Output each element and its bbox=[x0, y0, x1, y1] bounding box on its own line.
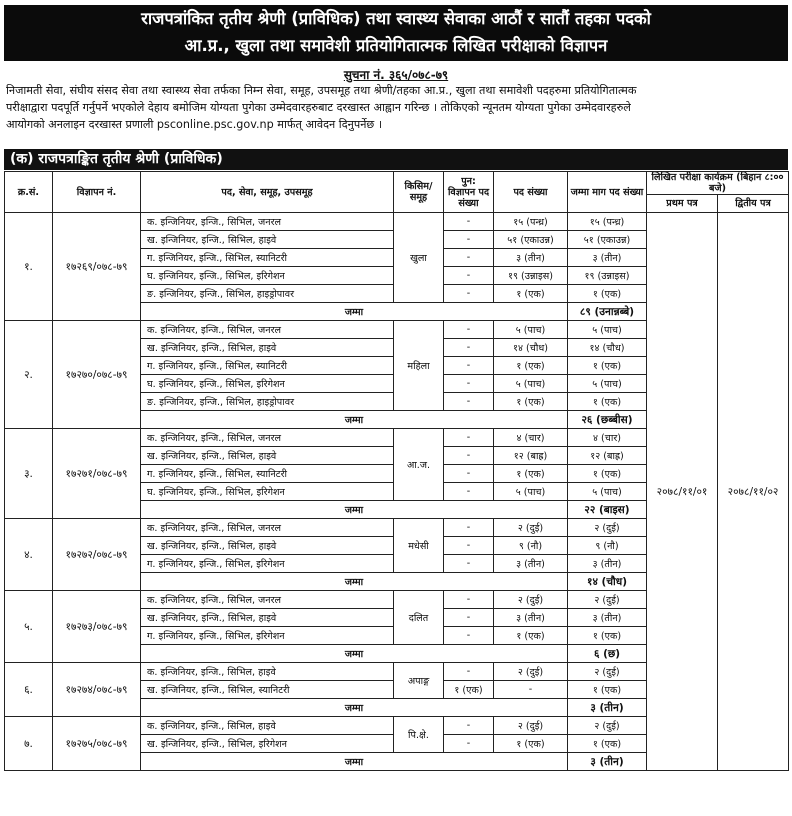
post-cell: ग. इन्जिनियर, इन्जि., सिभिल, स्यानिटरी bbox=[141, 357, 394, 375]
post-cell: ख. इन्जिनियर, इन्जि., सिभिल, हाइवे bbox=[141, 339, 394, 357]
post-cell: ग. इन्जिनियर, इन्जि., सिभिल, इरिगेशन bbox=[141, 555, 394, 573]
demand-total-cell: ४ (चार) bbox=[568, 429, 647, 447]
post-count-cell: २ (दुई) bbox=[494, 591, 568, 609]
re-ad-cell: - bbox=[444, 465, 494, 483]
post-cell: क. इन्जिनियर, इन्जि., सिभिल, जनरल bbox=[141, 591, 394, 609]
re-ad-cell: - bbox=[444, 735, 494, 753]
post-count-cell: ३ (तीन) bbox=[494, 609, 568, 627]
re-ad-cell: - bbox=[444, 375, 494, 393]
type-cell: पि.क्षे. bbox=[394, 717, 444, 753]
re-ad-cell: - bbox=[444, 627, 494, 645]
ad-number-cell: १७२७५/०७८-७९ bbox=[53, 717, 141, 771]
post-cell: घ. इन्जिनियर, इन्जि., सिभिल, इरिगेशन bbox=[141, 267, 394, 285]
post-cell: ख. इन्जिनियर, इन्जि., सिभिल, इरिगेशन bbox=[141, 735, 394, 753]
re-ad-cell: - bbox=[444, 429, 494, 447]
post-count-cell: १४ (चौध) bbox=[494, 339, 568, 357]
re-ad-cell: - bbox=[444, 267, 494, 285]
post-count-cell: १५ (पन्ध्र) bbox=[494, 213, 568, 231]
ad-number-cell: १७२६९/०७८-७९ bbox=[53, 213, 141, 321]
post-count-cell: ५ (पाच) bbox=[494, 375, 568, 393]
notice-number: सुचना नं. ३६५/०७८-७९ bbox=[343, 68, 449, 82]
post-cell: ख. इन्जिनियर, इन्जि., सिभिल, हाइवे bbox=[141, 447, 394, 465]
post-count-cell: १९ (उन्नाइस) bbox=[494, 267, 568, 285]
re-ad-cell: - bbox=[444, 591, 494, 609]
post-cell: क. इन्जिनियर, इन्जि., सिभिल, हाइवे bbox=[141, 717, 394, 735]
col-paper1: प्रथम पत्र bbox=[647, 195, 718, 213]
exam-date-paper2: २०७८/११/०२ bbox=[718, 213, 789, 771]
type-cell: महिला bbox=[394, 321, 444, 411]
total-label-cell: जम्मा bbox=[141, 645, 568, 663]
ad-number-cell: १७२७०/०७८-७९ bbox=[53, 321, 141, 429]
post-count-cell: १ (एक) bbox=[494, 285, 568, 303]
demand-total-cell: २ (दुई) bbox=[568, 663, 647, 681]
demand-total-cell: ३ (तीन) bbox=[568, 609, 647, 627]
serial-number-cell: ७. bbox=[5, 717, 53, 771]
col-post: पद, सेवा, समूह, उपसमूह bbox=[141, 172, 394, 213]
group-total-cell: १४ (चौध) bbox=[568, 573, 647, 591]
ad-number-cell: १७२७४/०७८-७९ bbox=[53, 663, 141, 717]
ad-number-cell: १७२७३/०७८-७९ bbox=[53, 591, 141, 663]
total-label-cell: जम्मा bbox=[141, 573, 568, 591]
re-ad-cell: - bbox=[444, 393, 494, 411]
re-ad-cell: - bbox=[444, 231, 494, 249]
intro-line-1: निजामती सेवा, संघीय संसद सेवा तथा स्वास्थ्य सेवा तर्फका निम्न सेवा, समूह, उपसमूह तथा श्रेणी/तहका आ.प्र., खुला तथा समावेशी पदहरुमा प्रतियोगितात्मक bbox=[6, 84, 637, 97]
section-title: (क) राजपत्राङ्कित तृतीय श्रेणी (प्राविधिक) bbox=[4, 149, 788, 170]
col-ad-no: विज्ञापन नं. bbox=[53, 172, 141, 213]
post-cell: क. इन्जिनियर, इन्जि., सिभिल, जनरल bbox=[141, 519, 394, 537]
col-total: जम्मा माग पद संख्या bbox=[568, 172, 647, 213]
post-cell: ग. इन्जिनियर, इन्जि., सिभिल, स्यानिटरी bbox=[141, 249, 394, 267]
demand-total-cell: १ (एक) bbox=[568, 393, 647, 411]
post-count-cell: ४ (चार) bbox=[494, 429, 568, 447]
serial-number-cell: ३. bbox=[5, 429, 53, 519]
post-count-cell: २ (दुई) bbox=[494, 663, 568, 681]
table-row bbox=[5, 213, 789, 231]
serial-number-cell: २. bbox=[5, 321, 53, 429]
post-count-cell: २ (दुई) bbox=[494, 717, 568, 735]
total-label-cell: जम्मा bbox=[141, 699, 568, 717]
serial-number-cell: १. bbox=[5, 213, 53, 321]
post-count-cell: २ (दुई) bbox=[494, 519, 568, 537]
re-ad-cell: - bbox=[444, 519, 494, 537]
re-ad-cell: - bbox=[444, 609, 494, 627]
demand-total-cell: १ (एक) bbox=[568, 357, 647, 375]
post-count-cell: - bbox=[494, 681, 568, 699]
total-label-cell: जम्मा bbox=[141, 303, 568, 321]
re-ad-cell: - bbox=[444, 537, 494, 555]
ad-number-cell: १७२७१/०७८-७९ bbox=[53, 429, 141, 519]
demand-total-cell: १ (एक) bbox=[568, 735, 647, 753]
post-cell: ग. इन्जिनियर, इन्जि., सिभिल, स्यानिटरी bbox=[141, 465, 394, 483]
re-ad-cell: - bbox=[444, 717, 494, 735]
demand-total-cell: ९ (नौ) bbox=[568, 537, 647, 555]
demand-total-cell: ५ (पाच) bbox=[568, 483, 647, 501]
group-total-cell: ८९ (उनान्नब्बे) bbox=[568, 303, 647, 321]
post-cell: ख. इन्जिनियर, इन्जि., सिभिल, हाइवे bbox=[141, 537, 394, 555]
total-label-cell: जम्मा bbox=[141, 411, 568, 429]
demand-total-cell: ५ (पाच) bbox=[568, 321, 647, 339]
re-ad-cell: - bbox=[444, 357, 494, 375]
re-ad-cell: - bbox=[444, 555, 494, 573]
col-paper2: द्वितीय पत्र bbox=[718, 195, 789, 213]
type-cell: मधेसी bbox=[394, 519, 444, 573]
post-count-cell: ५१ (एकाउन्न) bbox=[494, 231, 568, 249]
post-cell: क. इन्जिनियर, इन्जि., सिभिल, जनरल bbox=[141, 321, 394, 339]
intro-line-2: परीक्षाद्वारा पदपूर्ति गर्नुपर्ने भएकोले देहाय बमोजिम योग्यता पुगेका उम्मेदवारहरुबाट दरखास्त आह्वान गरिन्छ । तोकिएको न्यूनतम योग्यता पुगेका उम्मेदवारहरुले bbox=[6, 101, 631, 114]
demand-total-cell: १५ (पन्ध्र) bbox=[568, 213, 647, 231]
ad-number-cell: १७२७२/०७८-७९ bbox=[53, 519, 141, 591]
re-ad-cell: १ (एक) bbox=[444, 681, 494, 699]
post-cell: घ. इन्जिनियर, इन्जि., सिभिल, इरिगेशन bbox=[141, 483, 394, 501]
col-exam: लिखित परीक्षा कार्यक्रम (बिहान ८:०० बजे) bbox=[647, 172, 789, 195]
post-count-cell: १२ (बाह्र) bbox=[494, 447, 568, 465]
post-count-cell: १ (एक) bbox=[494, 357, 568, 375]
exam-date-paper1: २०७८/११/०१ bbox=[647, 213, 718, 771]
re-ad-cell: - bbox=[444, 447, 494, 465]
intro-paragraph bbox=[6, 82, 786, 133]
post-cell: ङ. इन्जिनियर, इन्जि., सिभिल, हाइड्रोपावर bbox=[141, 285, 394, 303]
post-cell: ग. इन्जिनियर, इन्जि., सिभिल, इरिगेशन bbox=[141, 627, 394, 645]
re-ad-cell: - bbox=[444, 321, 494, 339]
demand-total-cell: ३ (तीन) bbox=[568, 555, 647, 573]
post-count-cell: ९ (नौ) bbox=[494, 537, 568, 555]
demand-total-cell: २ (दुई) bbox=[568, 591, 647, 609]
type-cell: खुला bbox=[394, 213, 444, 303]
title-banner bbox=[4, 5, 788, 61]
post-count-cell: ५ (पाच) bbox=[494, 321, 568, 339]
post-cell: ख. इन्जिनियर, इन्जि., सिभिल, स्यानिटरी bbox=[141, 681, 394, 699]
col-count: पद संख्या bbox=[494, 172, 568, 213]
re-ad-cell: - bbox=[444, 339, 494, 357]
group-total-cell: ३ (तीन) bbox=[568, 753, 647, 771]
demand-total-cell: १२ (बाह्र) bbox=[568, 447, 647, 465]
vacancy-table bbox=[4, 171, 789, 771]
demand-total-cell: १ (एक) bbox=[568, 681, 647, 699]
post-count-cell: १ (एक) bbox=[494, 393, 568, 411]
demand-total-cell: १ (एक) bbox=[568, 285, 647, 303]
post-count-cell: ५ (पाच) bbox=[494, 483, 568, 501]
demand-total-cell: ५ (पाच) bbox=[568, 375, 647, 393]
col-re-ad: पुन: विज्ञापन पद संख्या bbox=[444, 172, 494, 213]
intro-line-3: आयोगको अनलाइन दरखास्त प्रणाली psconline.psc.gov.np मार्फत् आवेदन दिनुपर्नेछ । bbox=[6, 118, 383, 131]
demand-total-cell: २ (दुई) bbox=[568, 717, 647, 735]
demand-total-cell: २ (दुई) bbox=[568, 519, 647, 537]
post-count-cell: १ (एक) bbox=[494, 627, 568, 645]
type-cell: अपाङ्ग bbox=[394, 663, 444, 699]
demand-total-cell: ३ (तीन) bbox=[568, 249, 647, 267]
re-ad-cell: - bbox=[444, 249, 494, 267]
total-label-cell: जम्मा bbox=[141, 501, 568, 519]
demand-total-cell: ५१ (एकाउन्न) bbox=[568, 231, 647, 249]
post-cell: ख. इन्जिनियर, इन्जि., सिभिल, हाइवे bbox=[141, 231, 394, 249]
demand-total-cell: १९ (उन्नाइस) bbox=[568, 267, 647, 285]
table-header-row bbox=[5, 172, 789, 195]
post-cell: क. इन्जिनियर, इन्जि., सिभिल, जनरल bbox=[141, 213, 394, 231]
table-body bbox=[5, 213, 789, 771]
post-cell: ङ. इन्जिनियर, इन्जि., सिभिल, हाइड्रोपावर bbox=[141, 393, 394, 411]
demand-total-cell: १ (एक) bbox=[568, 627, 647, 645]
serial-number-cell: ६. bbox=[5, 663, 53, 717]
demand-total-cell: १ (एक) bbox=[568, 465, 647, 483]
post-count-cell: ३ (तीन) bbox=[494, 249, 568, 267]
re-ad-cell: - bbox=[444, 285, 494, 303]
total-label-cell: जम्मा bbox=[141, 753, 568, 771]
re-ad-cell: - bbox=[444, 213, 494, 231]
group-total-cell: २२ (बाइस) bbox=[568, 501, 647, 519]
demand-total-cell: १४ (चौध) bbox=[568, 339, 647, 357]
type-cell: दलित bbox=[394, 591, 444, 645]
post-cell: क. इन्जिनियर, इन्जि., सिभिल, जनरल bbox=[141, 429, 394, 447]
post-cell: क. इन्जिनियर, इन्जि., सिभिल, हाइवे bbox=[141, 663, 394, 681]
post-count-cell: १ (एक) bbox=[494, 465, 568, 483]
re-ad-cell: - bbox=[444, 483, 494, 501]
post-count-cell: ३ (तीन) bbox=[494, 555, 568, 573]
group-total-cell: ३ (तीन) bbox=[568, 699, 647, 717]
post-cell: घ. इन्जिनियर, इन्जि., सिभिल, इरिगेशन bbox=[141, 375, 394, 393]
group-total-cell: २६ (छब्बीस) bbox=[568, 411, 647, 429]
group-total-cell: ६ (छ) bbox=[568, 645, 647, 663]
post-count-cell: १ (एक) bbox=[494, 735, 568, 753]
col-type: किसिम/ समूह bbox=[394, 172, 444, 213]
serial-number-cell: ५. bbox=[5, 591, 53, 663]
title-line-1: राजपत्रांकित तृतीय श्रेणी (प्राविधिक) तथा स्वास्थ्य सेवाका आठौं र सातौं तहका पदको bbox=[141, 9, 651, 28]
type-cell: आ.ज. bbox=[394, 429, 444, 501]
post-cell: ख. इन्जिनियर, इन्जि., सिभिल, हाइवे bbox=[141, 609, 394, 627]
serial-number-cell: ४. bbox=[5, 519, 53, 591]
col-sn: क्र.सं. bbox=[5, 172, 53, 213]
title-line-2: आ.प्र., खुला तथा समावेशी प्रतियोगितात्मक लिखित परीक्षाको विज्ञापन bbox=[184, 36, 608, 55]
re-ad-cell: - bbox=[444, 663, 494, 681]
